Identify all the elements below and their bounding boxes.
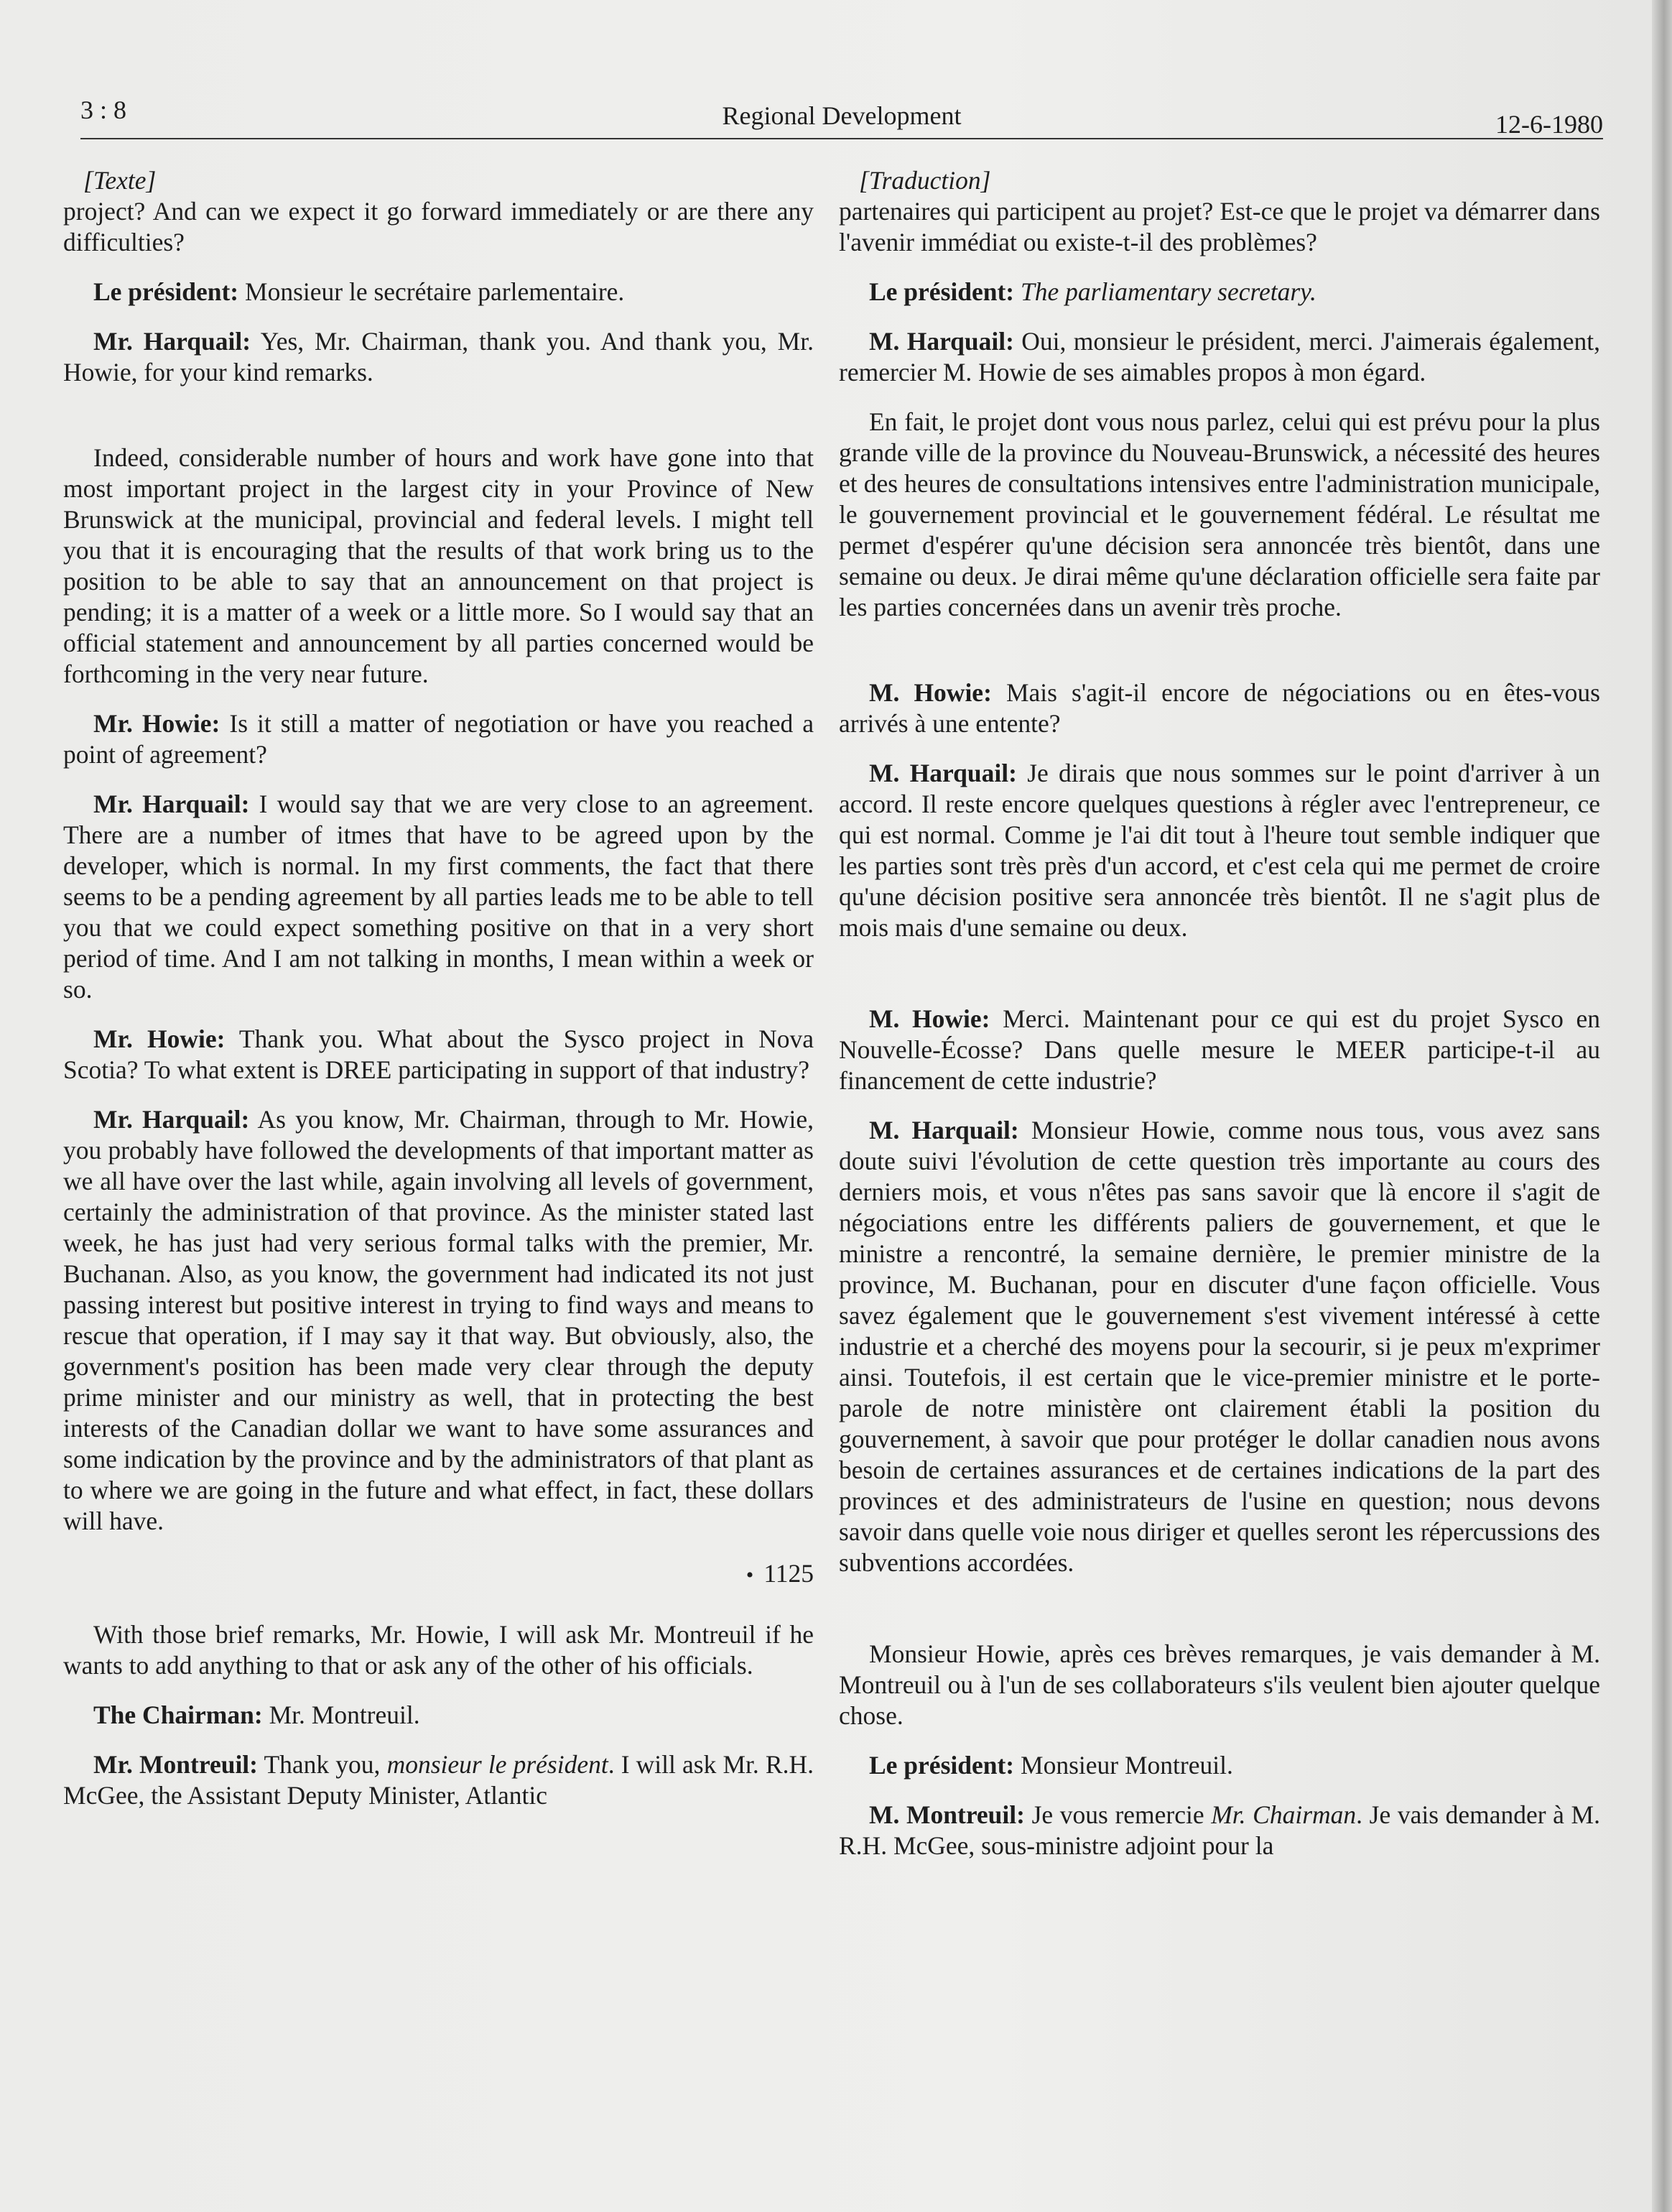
speaker-name: Le président: [869, 1751, 1015, 1780]
speech-text: Mais s'agit-il encore de négociations ou en êtes-vous arrivés à une entente? [839, 678, 1600, 738]
language-tag: [Texte] [83, 166, 157, 195]
french-column [839, 165, 1600, 1880]
speech-text: Monsieur le secrétaire parlementaire. [238, 277, 625, 306]
speech-text: Je vous remercie [1024, 1800, 1212, 1829]
paragraph [839, 326, 1600, 388]
speech-text: Merci. Maintenant pour ce qui est du projet Sysco en Nouvelle-Écosse? Dans quelle mesure le MEER participe-t-il au financement de cette industrie? [839, 1004, 1600, 1095]
speaker-name: Mr. Harquail: [93, 1105, 250, 1134]
paragraph: Monsieur Howie, après ces brèves remarques, je vais demander à M. Montreuil ou à l'un de ses collaborateurs s'ils veulent bien ajouter quelque chose. [839, 1639, 1600, 1730]
speaker-name: M. Harquail: [869, 759, 1017, 787]
speech-italic: Mr. Chairman [1211, 1800, 1357, 1829]
speech-text: Yes, Mr. Chairman, thank you. And thank you, Mr. Howie, for your kind remarks. [63, 327, 814, 387]
bullet-icon: • [746, 1563, 754, 1587]
speaker-name: Mr. Harquail: [93, 790, 250, 818]
language-tag-label: Texte [93, 166, 147, 195]
language-tag-label: Traduction [868, 166, 981, 195]
paragraph [63, 789, 814, 1005]
speaker-name: Le président: [869, 277, 1015, 306]
paragraph [839, 1004, 1600, 1096]
speaker-name: M. Harquail: [869, 327, 1014, 356]
speech-italic: The parliamentary secretary. [1021, 277, 1316, 306]
page-number: 3 : 8 [80, 96, 127, 124]
speech-text: Monsieur Howie, comme nous tous, vous avez sans doute suivi l'évolution de cette question très importante au cours des derniers mois, et vous n'êtes pas sans savoir que là encore il s'agit de négociations entre les différents paliers de gouvernement, et que le ministre a rencontré, la semaine dernière, le premier ministre de la province, M. Buchanan, pour en discuter d'une façon officielle. Vous savez également que le gouvernement s'est vivement intéressé à cette industrie et a cherché des moyens pour la secourir, si je peux m'exprimer ainsi. Toutefois, il est certain que le vice-premier ministre et le porte-parole de notre ministère ont clairement établi la position du gouvernement, à savoir que pour protéger le dollar canadien nous avons besoin de certaines assurances et de certaines indications de la part des provinces et des administrateurs de l'usine en question; nous devons savoir dans quelle voie nous diriger et quelles seront les répercussions des subventions accordées. [839, 1116, 1600, 1577]
paragraph [839, 1750, 1600, 1781]
speech-text: As you know, Mr. Chairman, through to Mr. Howie, you probably have followed the developments of that important matter as we all have over the last while, again involving all levels of government, certainly the administration of that province. As the minister stated last week, he has just had very serious formal talks with the premier, Mr. Buchanan. Also, as you know, the government had indicated its not just passing interest but positive interest in trying to find ways and means to rescue that operation, if I may say it that way. But obviously, also, the government's position has been made very clear through the deputy prime minister and our ministry as well, that in protecting the best interests of the Canadian dollar we want to have some assurances and some indication by the province and by the administrators of that plant as to where we are going in the future and what effect, in fact, these dollars will have. [63, 1105, 814, 1535]
speech-text: I would say that we are very close to an agreement. There are a number of itmes that have to be agreed upon by the developer, which is normal. In my first comments, the fact that there seems to be a pending agreement by all parties leads me to be able to tell you that we could expect something positive on that in a very short period of time. And I am not talking in months, I mean within a week or so. [63, 790, 814, 1004]
speech-text: Is it still a matter of negotiation or have you reached a point of agreement? [63, 709, 814, 769]
paragraph: project? And can we expect it go forward immediately or are there any difficulties? [63, 197, 814, 256]
page-edge-shadow [1652, 0, 1672, 2212]
paragraph: partenaires qui participent au projet? Est-ce que le projet va démarrer dans l'avenir immédiat ou existe-t-il des problèmes? [839, 197, 1600, 256]
paragraph [839, 1115, 1600, 1578]
paragraph [63, 1700, 814, 1731]
speaker-name: Le président: [93, 277, 239, 306]
speaker-name: The Chairman: [93, 1700, 263, 1729]
paragraph [839, 677, 1600, 739]
paragraph [839, 1800, 1600, 1861]
speaker-name: Mr. Howie: [93, 709, 220, 738]
paragraph [63, 708, 814, 770]
paragraph: With those brief remarks, Mr. Howie, I will ask Mr. Montreuil if he wants to add anything to that or ask any of the other of his officials. [63, 1620, 814, 1680]
paragraph [839, 758, 1600, 943]
speaker-name: M. Harquail: [869, 1116, 1019, 1144]
paragraph [63, 326, 814, 388]
language-tag: [Traduction] [859, 166, 991, 195]
paragraph [63, 277, 814, 307]
page-date: 12-6-1980 [1495, 110, 1603, 139]
speech-text: . Je vais demander à M. R.H. McGee, sous-ministre adjoint pour la [839, 1800, 1600, 1860]
speech-text: Thank you. What about the Sysco project in Nova Scotia? To what extent is DREE participating in support of that industry? [63, 1024, 814, 1084]
speech-text: Thank you, [258, 1750, 387, 1779]
speaker-name: M. Montreuil: [869, 1800, 1025, 1829]
speech-text: Mr. Montreuil. [262, 1700, 420, 1729]
speaker-name: Mr. Howie: [93, 1024, 226, 1053]
paragraph: En fait, le projet dont vous nous parlez, celui qui est prévu pour la plus grande ville de la province du Nouveau-Brunswick, a nécessité des heures et des heures de consultations intensives entre l'administration municipale, le gouvernement provincial et le gouvernement fédéral. Le résultat me permet d'espérer qu'une décision sera annoncée très bientôt, dans une semaine ou deux. Je dirai même qu'une déclaration officielle sera faite par les parties concernées dans un avenir très proche. [839, 407, 1600, 621]
speaker-name: Mr. Montreuil: [93, 1750, 258, 1779]
timecode-marker [63, 1558, 814, 1591]
page-header [80, 95, 1603, 139]
english-column [63, 165, 814, 1830]
speaker-name: Mr. Harquail: [93, 327, 251, 356]
paragraph [63, 1104, 814, 1537]
paragraph: Indeed, considerable number of hours and work have gone into that most important project in the largest city in your Province of New Brunswick at the municipal, provincial and federal levels. I might tell you that it is encouraging that the results of that work bring us to the position to be able to say that an announcement on that project is pending; it is a matter of a week or a little more. So I would say that an official statement and announcement by all parties concerned would be forthcoming in the very near future. [63, 443, 814, 688]
speech-text: . I will ask Mr. R.H. McGee, the Assistant Deputy Minister, Atlantic [63, 1750, 814, 1810]
speech-text: Je dirais que nous sommes sur le point d'arriver à un accord. Il reste encore quelques questions à régler avec l'entrepreneur, ce qui est normal. Comme je l'ai dit tout à l'heure tout semble indiquer que les parties sont très près d'un accord, et c'est cela qui me permet de croire qu'une décision positive sera annoncée très bientôt. Il ne s'agit plus de mois mais d'une semaine ou deux. [839, 759, 1600, 942]
speech-text: Monsieur Montreuil. [1014, 1751, 1233, 1780]
paragraph [839, 277, 1600, 307]
speaker-name: M. Howie: [869, 678, 992, 707]
paragraph [63, 1024, 814, 1086]
speech-italic: monsieur le président [386, 1750, 608, 1779]
timecode-value: 1125 [763, 1559, 814, 1588]
speech-text: Oui, monsieur le président, merci. J'aimerais également, remercier M. Howie de ses aimables propos à mon égard. [839, 327, 1600, 387]
running-title: Regional Development [722, 101, 962, 130]
paragraph [63, 1749, 814, 1811]
speaker-name: M. Howie: [869, 1004, 990, 1033]
